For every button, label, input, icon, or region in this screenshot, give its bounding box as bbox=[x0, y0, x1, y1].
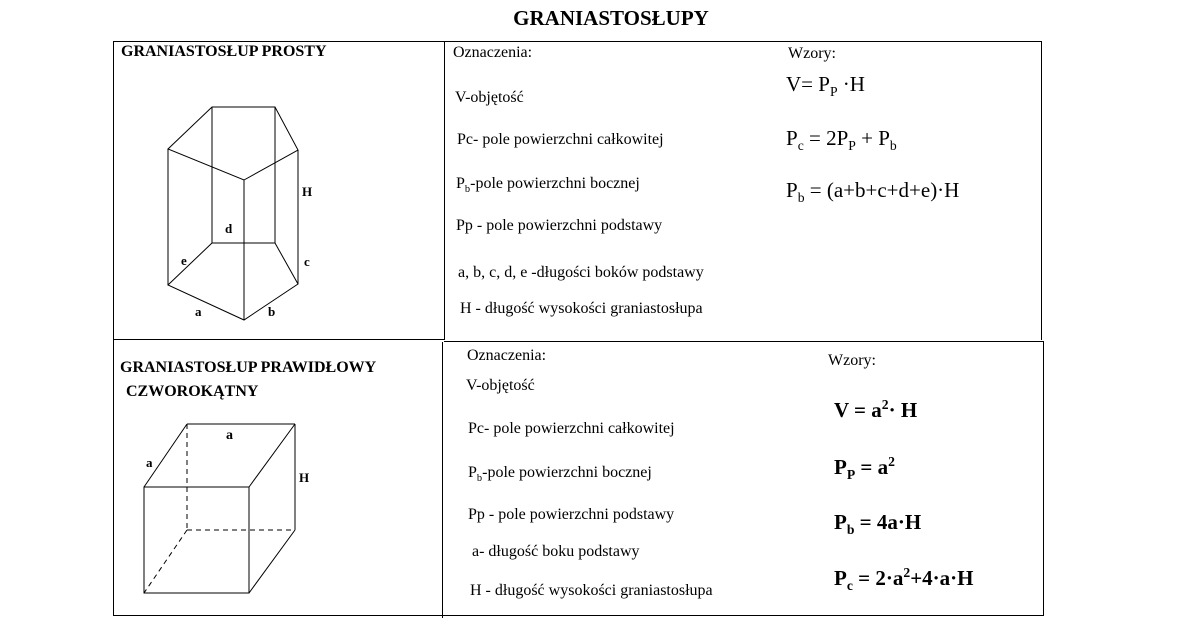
section2-heading-line1: GRANIASTOSŁUP PRAWIDŁOWY bbox=[120, 359, 377, 376]
notation-h-2: H - długość wysokości graniastosłupa bbox=[470, 582, 713, 599]
notation-h-1: H - długość wysokości graniastosłupa bbox=[460, 300, 703, 317]
label-H-2: H bbox=[299, 470, 310, 485]
label-a-top: a bbox=[226, 428, 233, 443]
notation-a-2: a- długość boku podstawy bbox=[472, 543, 640, 560]
notation-v-2: V-objętość bbox=[466, 377, 535, 394]
section1-heading: GRANIASTOSŁUP PROSTY bbox=[121, 43, 327, 60]
formulas-heading-1: Wzory: bbox=[788, 45, 836, 62]
section2-heading-line2: CZWOROKĄTNY bbox=[126, 383, 259, 400]
notation-heading-2: Oznaczenia: bbox=[467, 347, 547, 364]
label-H: H bbox=[302, 184, 313, 199]
label-a: a bbox=[195, 304, 202, 319]
formula-volume-1: $V= P_P \cdot H$ bbox=[786, 72, 865, 100]
formula-lateral-area-1: $P_b = (a+b+c+d+e)\cdot H$ bbox=[786, 178, 960, 206]
pentagonal-prism-figure bbox=[150, 95, 330, 325]
notation-pp-1: Pp - pole powierzchni podstawy bbox=[456, 217, 663, 234]
notation-pb-2: $P_b$-pole powierzchni bocznej bbox=[468, 464, 652, 485]
formulas-heading-2: Wzory: bbox=[828, 352, 876, 369]
notation-v-1: V-objętość bbox=[455, 89, 524, 106]
formula-lateral-area-2: $P_b = 4a\cdot H$ bbox=[834, 510, 922, 538]
label-d: d bbox=[225, 221, 233, 236]
label-c: c bbox=[304, 254, 310, 269]
formula-volume-2: $V = a^2\cdot H$ bbox=[834, 397, 918, 422]
formula-total-area-2: $P_c = 2\cdot a^2+4\cdot a\cdot H$ bbox=[834, 565, 974, 594]
formula-total-area-1: $P_c = 2P_P + P_b$ bbox=[786, 126, 897, 154]
notation-heading-1: Oznaczenia: bbox=[453, 44, 533, 61]
notation-pc-2: Pc- pole powierzchni całkowitej bbox=[468, 420, 675, 437]
notation-pp-2: Pp - pole powierzchni podstawy bbox=[468, 506, 675, 523]
formula-base-area-2: $P_P = a^2$ bbox=[834, 454, 895, 483]
page-title: GRANIASTOSŁUPY bbox=[513, 6, 709, 30]
notation-pb-1: $P_b$-pole powierzchni bocznej bbox=[456, 175, 640, 196]
label-b: b bbox=[268, 304, 276, 319]
label-e: e bbox=[181, 253, 187, 268]
cuboid-figure bbox=[135, 415, 325, 600]
notation-pc-1: Pc- pole powierzchni całkowitej bbox=[457, 131, 664, 148]
notation-sides-1: a, b, c, d, e -długości boków podstawy bbox=[458, 264, 704, 281]
label-a-left: a bbox=[146, 455, 153, 470]
